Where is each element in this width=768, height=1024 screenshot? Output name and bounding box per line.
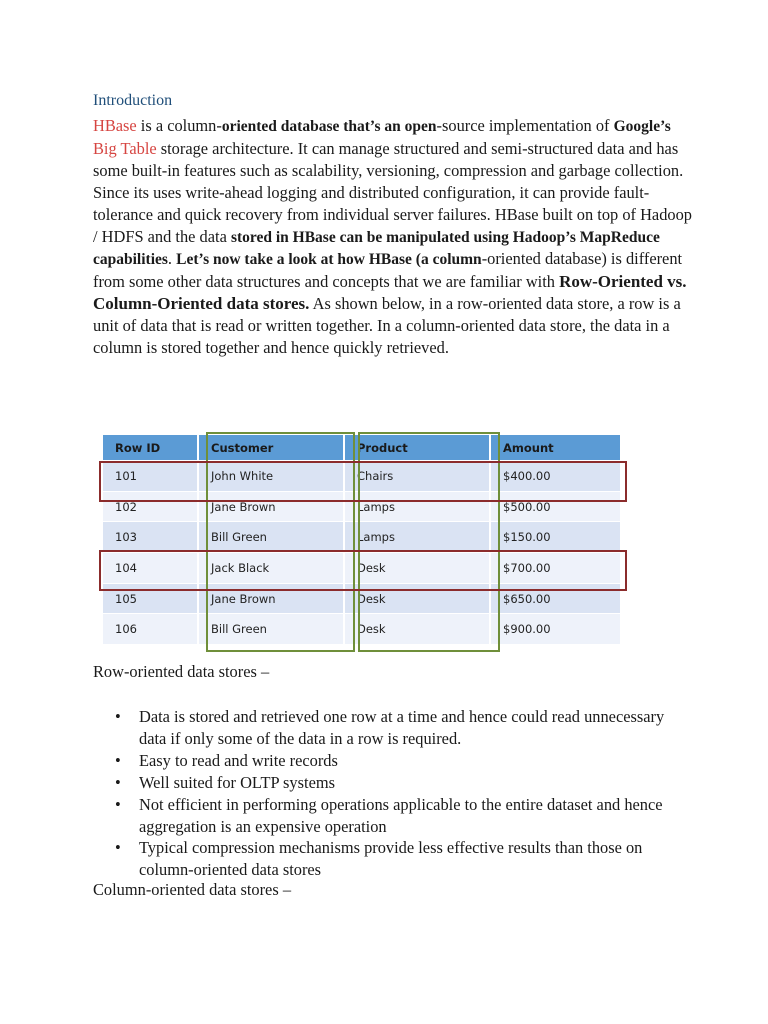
- cell-customer: Jack Black: [198, 553, 344, 584]
- cell-row-id: 104: [103, 553, 198, 584]
- intro-text: is a column-: [136, 116, 222, 135]
- intro-text: stored in HBase can be manipulated using Hadoop’s MapReduce capabilities: [93, 228, 660, 269]
- cell-customer: Jane Brown: [198, 583, 344, 614]
- cell-product: Lamps: [344, 522, 490, 553]
- row-104-highlight: [99, 550, 627, 591]
- intro-text: .: [167, 249, 177, 269]
- list-item: • Well suited for OLTP systems: [139, 772, 693, 794]
- cell-amount: $650.00: [490, 583, 621, 614]
- cell-product: Lamps: [344, 491, 490, 522]
- intro-text: Let’s now take a look at how HBase (a column: [176, 251, 482, 269]
- section-heading: Introduction: [93, 92, 173, 109]
- list-item: • Easy to read and write records: [139, 750, 693, 772]
- column-oriented-label: Column-oriented data stores –: [93, 880, 292, 899]
- intro-text: -oriented database) is different from some other data structures and concepts that we are familiar with: [93, 249, 683, 292]
- list-item: • Data is stored and retrieved one row at a time and hence could read unnecessary data if only some of the data in a row is required.: [139, 706, 693, 750]
- cell-row-id: 102: [103, 491, 198, 522]
- cell-customer: Bill Green: [198, 614, 344, 644]
- intro-text: Google’s: [613, 118, 671, 135]
- list-item: • Typical compression mechanisms provide less effective results than those on column-oriented data stores: [139, 837, 693, 881]
- section-subheading: Row-Oriented vs. Column-Oriented data stores.: [93, 272, 687, 314]
- list-item: • Not efficient in performing operations applicable to the entire dataset and hence aggregation is an expensive operation: [139, 794, 693, 838]
- cell-row-id: 103: [103, 522, 198, 553]
- cell-row-id: 101: [103, 461, 198, 492]
- header-product: Product: [344, 435, 490, 461]
- big-table-term: Big Table: [93, 138, 157, 158]
- cell-customer: John White: [198, 461, 344, 492]
- intro-text: -source implementation of: [436, 116, 614, 135]
- row-101-highlight: [99, 461, 627, 502]
- cell-amount: $150.00: [490, 522, 621, 553]
- header-row-id: Row ID: [103, 435, 198, 461]
- cell-row-id: 106: [103, 614, 198, 644]
- hbase-term: HBase: [93, 116, 137, 135]
- row-oriented-label: Row-oriented data stores –: [93, 662, 270, 681]
- row-vs-column-figure: [93, 425, 638, 655]
- cell-customer: Bill Green: [198, 522, 344, 553]
- cell-amount: $400.00: [490, 461, 621, 492]
- intro-text: As shown below, in a row-oriented data store, a row is a unit of data that is read or written together. In a column-oriented data store, the data in a column is stored together and hence quickly retrieved.: [93, 294, 681, 358]
- cell-product: Desk: [344, 553, 490, 584]
- header-amount: Amount: [490, 435, 621, 461]
- cell-row-id: 105: [103, 583, 198, 614]
- intro-text: storage architecture. It can manage structured and semi-structured data and has some built-in features such as scalability, versioning, compression and garbage collection. Since its uses write-ahead logging and distributed configuration, it can provide fault-tolerance and quick recovery from individual server failures. HBase built on top of Hadoop / HDFS and the data: [93, 138, 692, 246]
- intro-text: oriented database that’s an open: [221, 118, 437, 135]
- intro-paragraph: [93, 115, 693, 359]
- cell-amount: $500.00: [490, 491, 621, 522]
- cell-product: Chairs: [344, 461, 490, 492]
- header-customer: Customer: [198, 435, 344, 461]
- cell-customer: Jane Brown: [198, 491, 344, 522]
- row-oriented-list: [93, 706, 693, 881]
- cell-product: Desk: [344, 614, 490, 644]
- cell-product: Desk: [344, 583, 490, 614]
- cell-amount: $700.00: [490, 553, 621, 584]
- cell-amount: $900.00: [490, 614, 621, 644]
